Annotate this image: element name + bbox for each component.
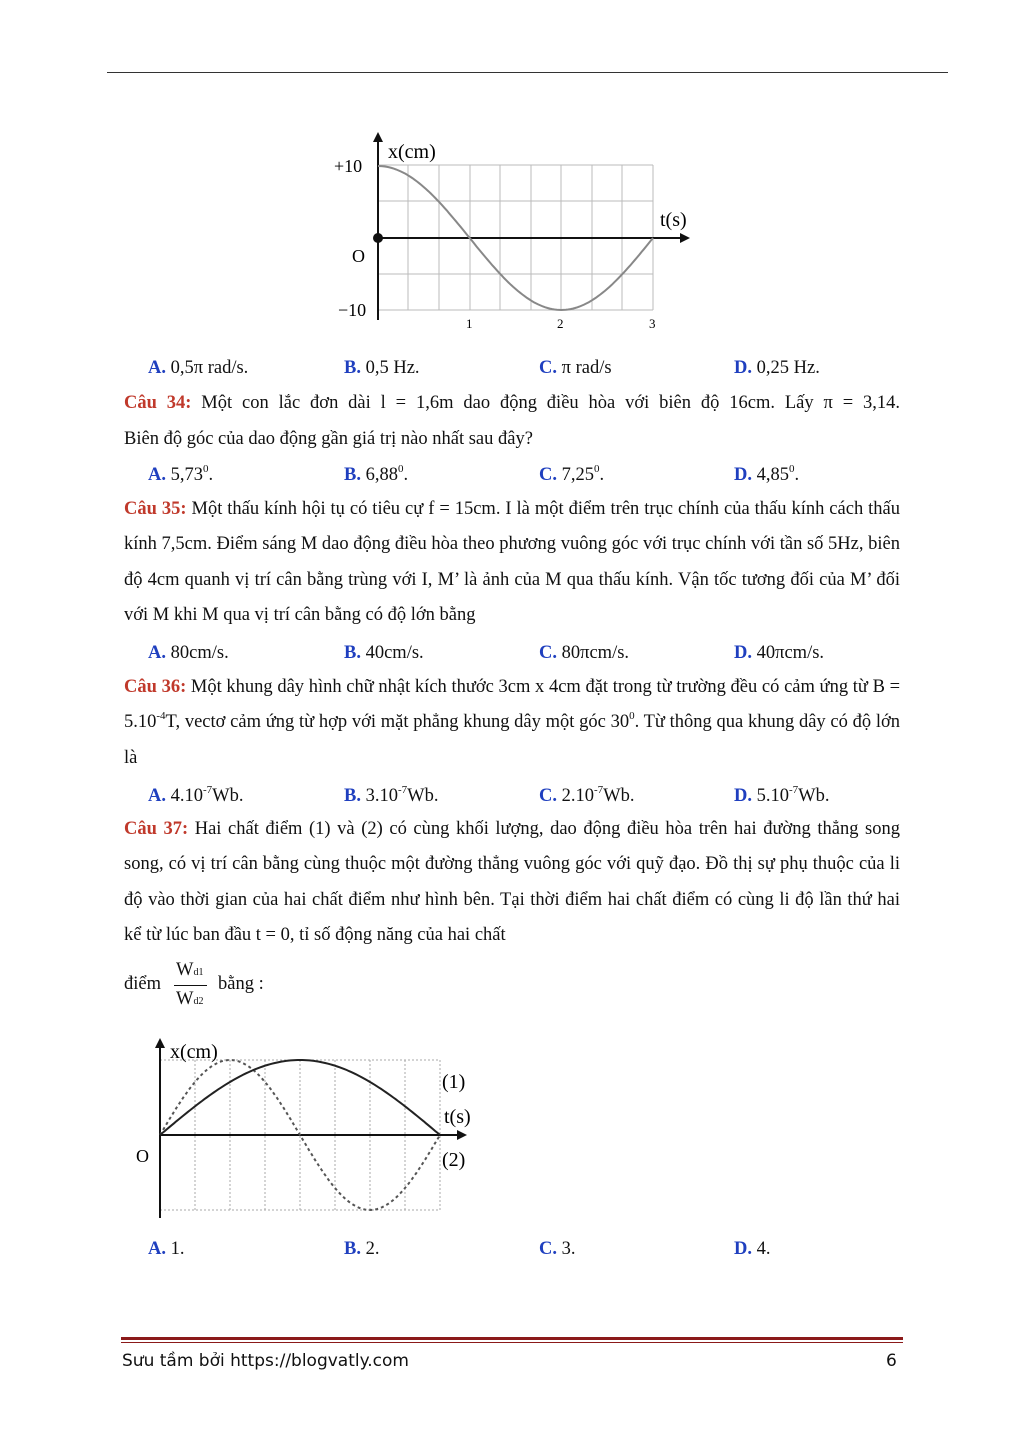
graph-2-y-arrow (155, 1038, 165, 1048)
option-letter: D. (734, 786, 752, 806)
option-base: 4,85 (756, 465, 789, 485)
q34-text-1: Một con lắc đơn dài l = 1,6m dao động điều hòa với biên độ 16cm. Lấy π = 3,14. (191, 393, 900, 413)
frac-prefix: điểm (124, 974, 161, 994)
graph-1-x-label: t(s) (660, 209, 687, 231)
option-sup: 0 (203, 462, 209, 475)
q35-label: Câu 35: (124, 499, 187, 519)
q36-option-c[interactable] (539, 783, 635, 809)
option-base: 5,73 (170, 465, 203, 485)
option-sup: -7 (203, 783, 213, 796)
q36-text-2: T, vectơ cảm ứng từ hợp với mặt phẳng khung dây một góc 30 (165, 712, 630, 733)
option-base: 2.10 (561, 786, 594, 806)
frac-bar (174, 985, 207, 986)
graph-1-y-top-tick: +10 (334, 156, 363, 176)
graph-1-x-tick-2: 2 (557, 316, 564, 331)
q37-option-a[interactable] (148, 1236, 185, 1262)
q36-option-d[interactable] (734, 783, 830, 809)
option-sup: -7 (594, 783, 604, 796)
q36-text-3: . Từ thông qua khung dây có độ lớn là (124, 712, 900, 768)
graph-1-origin-dot (373, 233, 383, 243)
graph-1-y-label: x(cm) (388, 141, 436, 163)
q35-text: Một thấu kính hội tụ có tiêu cự f = 15cm. I là một điểm trên trục chính của thấu kính cách thấu kính 7,5cm. Điểm sáng M dao động điều hòa theo phương vuông góc với trục chính với tần số 5Hz, biên độ 4cm quanh vị trí cân bằng trùng với I, M’ là ảnh của M qua thấu kính. Vận tốc tương đối của M’ đối với M khi M qua vị trí cân bằng có độ lớn bằng (124, 499, 900, 626)
graph-2-curve-2-label: (2) (442, 1149, 466, 1171)
option-letter: B. (344, 465, 361, 485)
option-letter: B. (344, 1239, 361, 1259)
frac-suffix: bằng : (218, 974, 264, 994)
q34-label: Câu 34: (124, 393, 192, 413)
q33-option-d[interactable] (734, 355, 820, 381)
q35-option-a[interactable] (148, 640, 229, 666)
q36-text-1: Một khung dây hình chữ nhật kích thước 3cm x 4cm đặt trong từ trường đều có cảm ứng từ B = 5.10 (124, 677, 901, 733)
option-text: 3. (561, 1239, 576, 1259)
q34-option-a[interactable] (148, 462, 213, 488)
frac-den-sub: d2 (193, 996, 204, 1007)
graph-2-x-arrow (457, 1130, 467, 1140)
option-text: 80πcm/s. (561, 643, 630, 663)
option-letter: A. (148, 1239, 166, 1259)
page-number: 6 (886, 1351, 897, 1371)
oscillation-graph-1 (330, 130, 710, 335)
option-base: 6,88 (365, 465, 398, 485)
option-tail: Wb. (798, 786, 830, 806)
q35-option-c[interactable] (539, 640, 629, 666)
option-text: 0,25 Hz. (756, 358, 820, 378)
q36-sup-1: -4 (156, 710, 166, 723)
q34-option-c[interactable] (539, 462, 604, 488)
option-letter: B. (344, 643, 361, 663)
option-text: 40πcm/s. (756, 643, 825, 663)
frac-den-w: W (176, 989, 194, 1009)
option-sup: -7 (789, 783, 799, 796)
option-tail: . (403, 465, 409, 485)
option-letter: A. (148, 786, 166, 806)
footer-rule-thin (121, 1342, 903, 1343)
q33-option-a[interactable] (148, 355, 248, 381)
option-base: 7,25 (561, 465, 594, 485)
q35-stem (124, 492, 900, 634)
frac-num-w: W (176, 960, 194, 980)
option-letter: D. (734, 465, 752, 485)
option-tail: . (599, 465, 605, 485)
q36-sup-2: 0 (629, 710, 635, 723)
q35-option-b[interactable] (344, 640, 424, 666)
q37-stem (124, 812, 900, 954)
q34-option-b[interactable] (344, 462, 408, 488)
q37-option-b[interactable] (344, 1236, 379, 1262)
oscillation-graph-2 (130, 1030, 475, 1225)
frac-numerator (176, 960, 203, 981)
frac-denominator (176, 989, 203, 1010)
option-sup: -7 (397, 783, 408, 796)
option-letter: B. (344, 358, 361, 378)
q37-text: Hai chất điểm (1) và (2) có cùng khối lượng, dao động điều hòa trên hai đường thẳng song song, có vị trí cân bằng cùng thuộc một đường thẳng vuông góc với quỹ đạo. Đồ thị sự phụ thuộc của li độ vào thời gian của hai chất điểm như hình bên. Tại thời điểm hai chất điểm có cùng li độ lần thứ hai kể từ lúc ban đầu t = 0, tỉ số động năng của hai chất (124, 819, 900, 946)
option-letter: A. (148, 643, 166, 663)
option-letter: A. (148, 465, 166, 485)
q33-option-b[interactable] (344, 355, 420, 381)
q37-option-c[interactable] (539, 1236, 576, 1262)
option-base: 4.10 (170, 786, 203, 806)
header-rule (107, 72, 948, 73)
graph-2-svg (130, 1030, 475, 1225)
option-base: 3.10 (365, 786, 398, 806)
footer-source[interactable]: Sưu tầm bởi https://blogvatly.com (122, 1351, 409, 1371)
option-sup: 0 (789, 462, 795, 475)
option-sup: 0 (397, 462, 404, 475)
option-text: 0,5 Hz. (365, 358, 420, 378)
q37-label: Câu 37: (124, 819, 189, 839)
option-text: 0,5π rad/s. (170, 358, 249, 378)
graph-2-origin-label: O (136, 1146, 149, 1166)
graph-2-curve-1-label: (1) (442, 1071, 466, 1093)
option-letter: C. (539, 643, 557, 663)
option-tail: . (208, 465, 214, 485)
option-text: 80cm/s. (170, 643, 229, 663)
option-tail: Wb. (407, 786, 439, 806)
graph-1-y-bottom-tick: −10 (338, 300, 367, 320)
option-letter: D. (734, 643, 752, 663)
q37-energy-ratio (124, 958, 324, 1018)
q36-option-b[interactable] (344, 783, 438, 809)
q35-option-d[interactable] (734, 640, 824, 666)
option-letter: B. (344, 786, 361, 806)
option-tail: . (794, 465, 800, 485)
q36-option-a[interactable] (148, 783, 244, 809)
footer-rule (121, 1337, 903, 1340)
graph-1-y-arrow (373, 132, 383, 142)
option-sup: 0 (594, 462, 600, 475)
option-letter: C. (539, 465, 557, 485)
option-letter: D. (734, 358, 752, 378)
option-text: 1. (170, 1239, 185, 1259)
graph-1-origin-label: O (352, 246, 365, 266)
q36-label: Câu 36: (124, 677, 187, 697)
option-letter: D. (734, 1239, 752, 1259)
option-text: 40cm/s. (365, 643, 424, 663)
option-base: 5.10 (756, 786, 789, 806)
option-letter: C. (539, 1239, 557, 1259)
graph-1-x-arrow (680, 233, 690, 243)
graph-1-svg (330, 130, 710, 335)
graph-1-x-tick-1: 1 (466, 316, 473, 331)
graph-2-x-label: t(s) (444, 1106, 471, 1128)
option-text: 2. (365, 1239, 380, 1259)
graph-2-y-label: x(cm) (170, 1041, 218, 1063)
q34-line-1 (124, 390, 900, 416)
option-letter: C. (539, 786, 557, 806)
option-tail: Wb. (212, 786, 244, 806)
frac-num-sub: d1 (193, 967, 204, 978)
q34-option-d[interactable] (734, 462, 799, 488)
q36-stem (124, 670, 900, 776)
option-text: 4. (756, 1239, 771, 1259)
q34-line-2: Biên độ góc của dao động gần giá trị nào nhất sau đây? (124, 429, 533, 449)
option-letter: C. (539, 358, 557, 378)
option-tail: Wb. (603, 786, 635, 806)
option-text: π rad/s (561, 358, 612, 378)
graph-1-x-tick-3: 3 (649, 316, 656, 331)
q37-option-d[interactable] (734, 1236, 771, 1262)
option-letter: A. (148, 358, 166, 378)
q33-option-c[interactable] (539, 355, 612, 381)
